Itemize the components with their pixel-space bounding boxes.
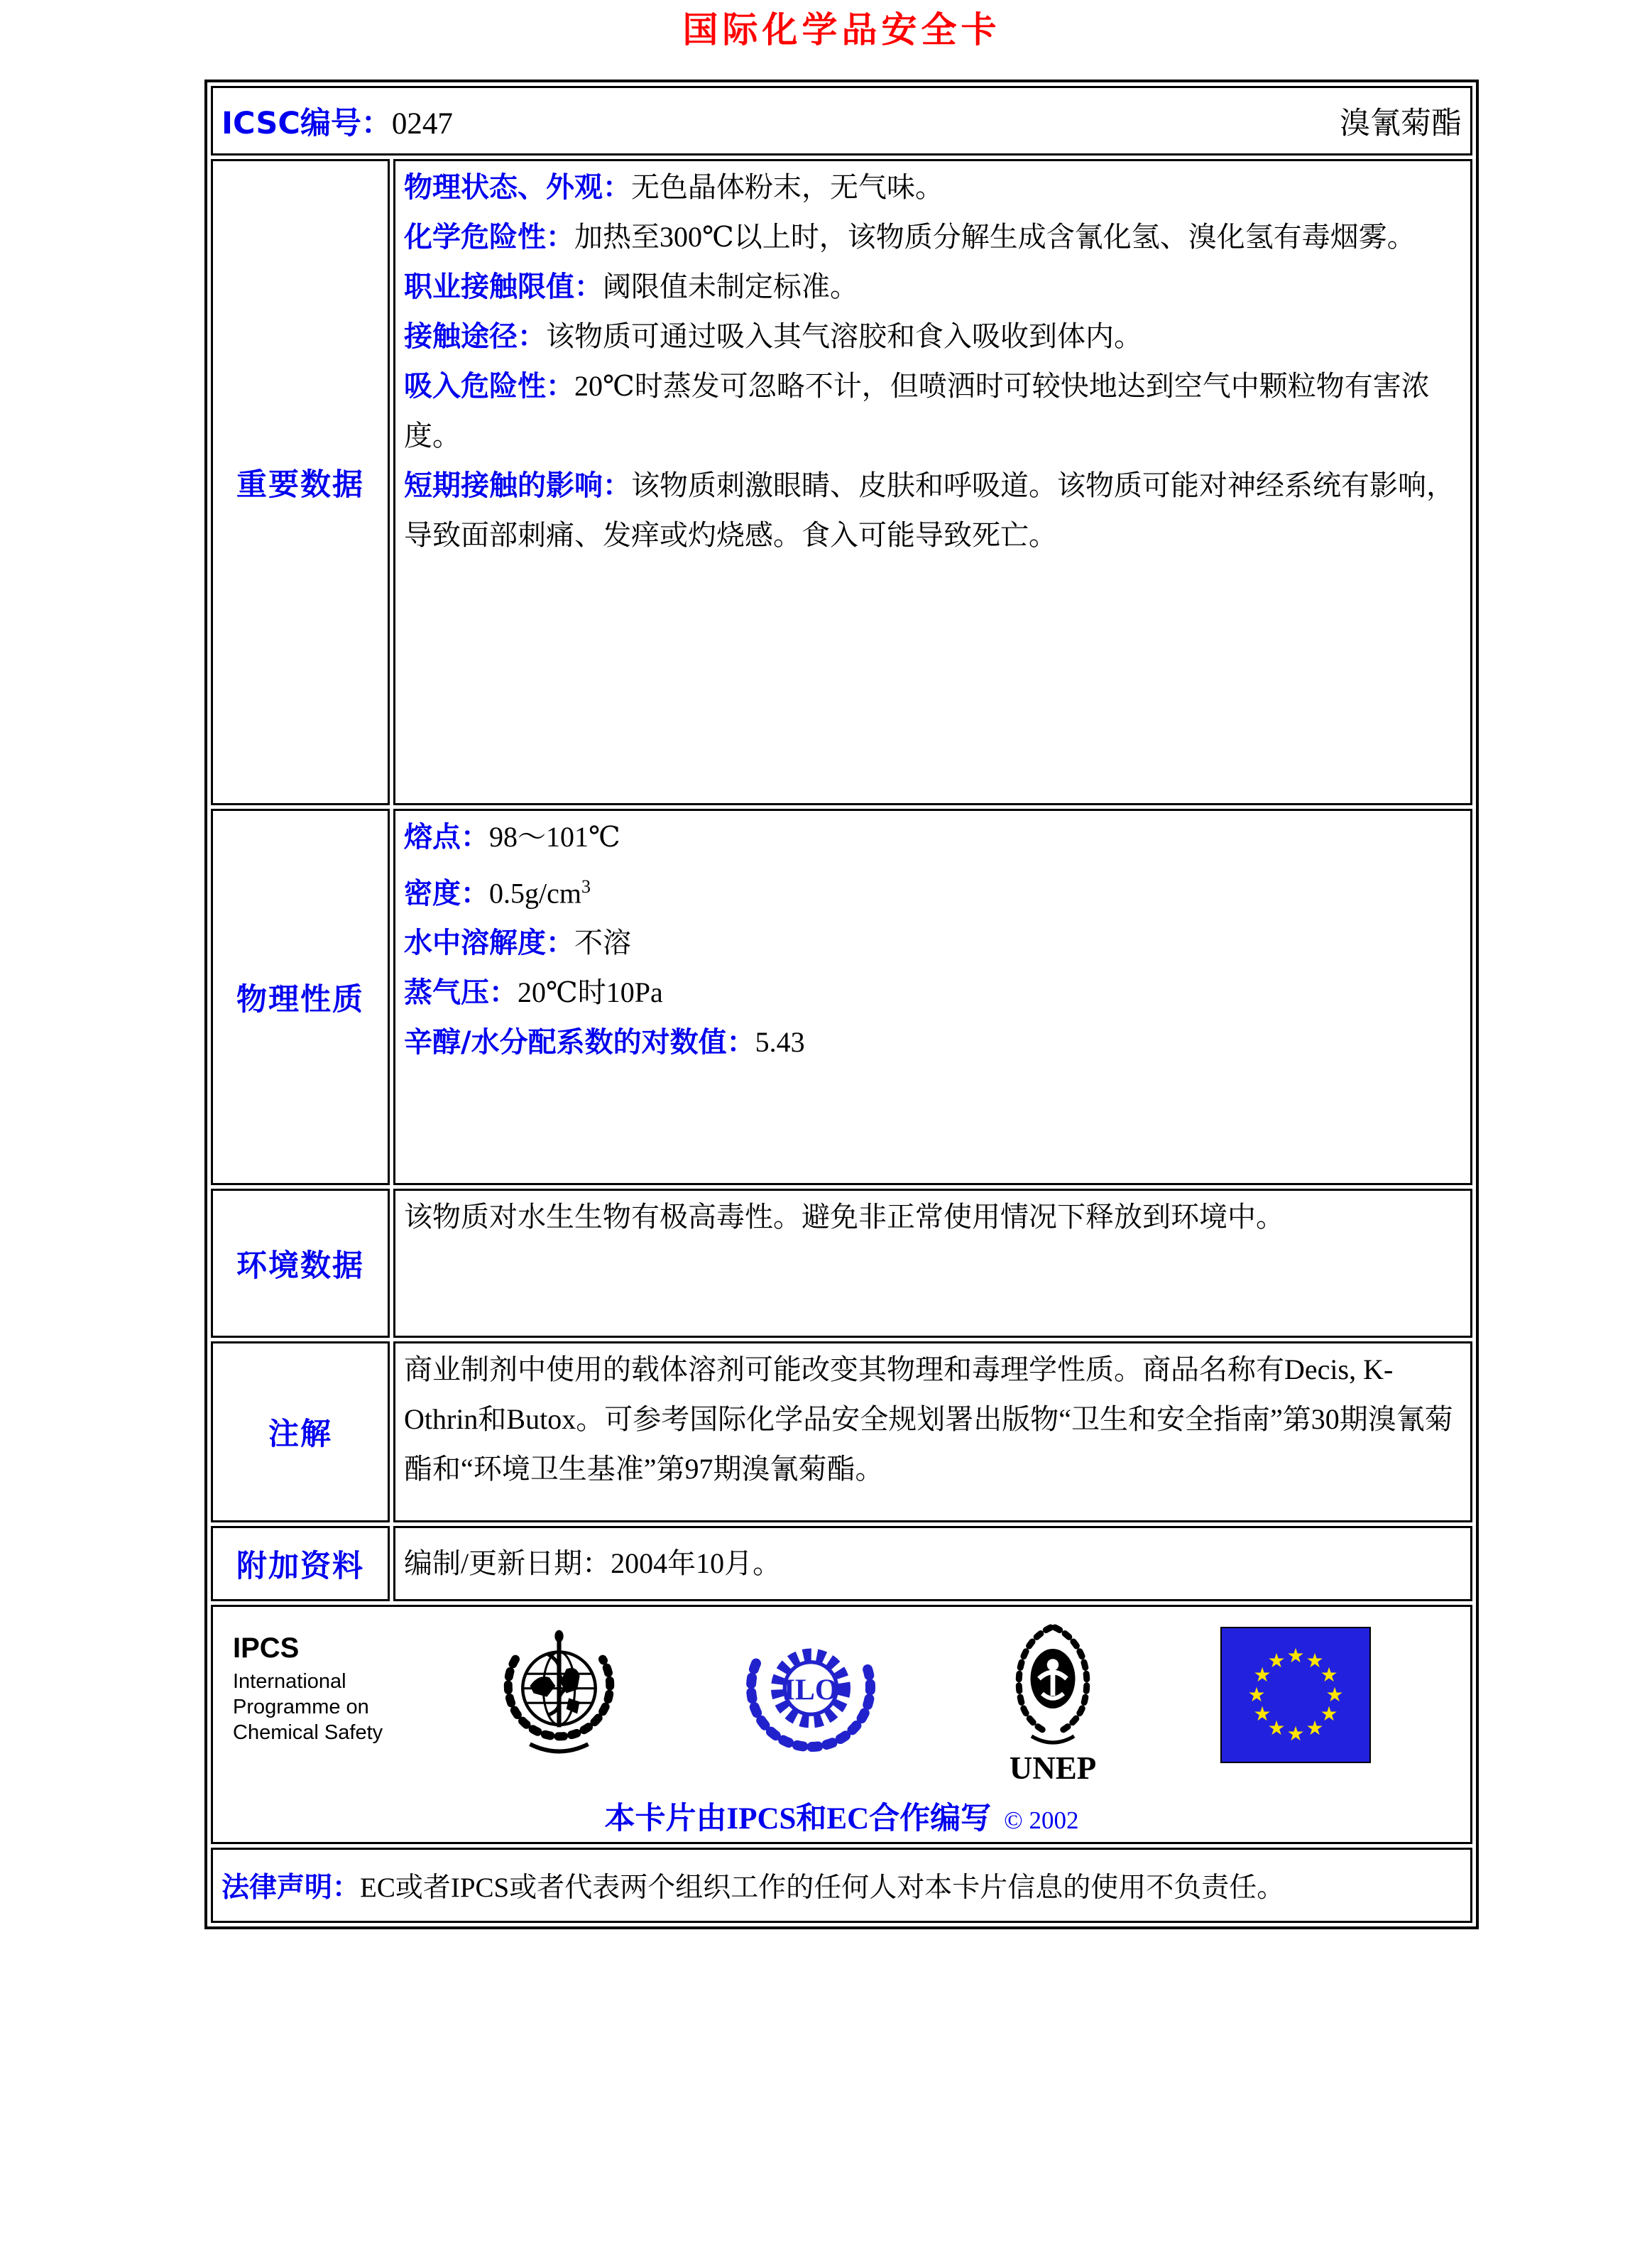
svg-text:★: ★ — [1320, 1703, 1338, 1726]
svg-text:★: ★ — [1325, 1684, 1344, 1706]
legal-notice-label: 法律声明： — [221, 1872, 361, 1904]
notes-row — [211, 1341, 1472, 1522]
logos-cell — [211, 1605, 1472, 1844]
melting-point-item: 熔点：98～101℃ — [404, 821, 620, 854]
water-solubility-item: 水中溶解度：不溶 — [404, 927, 631, 960]
important-data-content — [393, 159, 1472, 805]
logos-row — [211, 1605, 1472, 1844]
ipcs-subtitle-line2: Programme on — [233, 1696, 369, 1718]
copyright-text: © 2002 — [1004, 1806, 1079, 1834]
header-row — [211, 86, 1472, 156]
svg-text:★: ★ — [1306, 1650, 1324, 1672]
occupational-limit-item: 职业接触限值：阈限值未制定标准。 — [404, 271, 858, 303]
exposure-route-item: 接触途径：该物质可通过吸入其气溶胶和食入吸收到体内。 — [404, 320, 1142, 353]
notes-content — [393, 1341, 1472, 1522]
legal-cell — [211, 1848, 1472, 1923]
svg-text:★: ★ — [1306, 1718, 1324, 1740]
svg-text:★: ★ — [1267, 1650, 1286, 1672]
svg-text:★: ★ — [1286, 1723, 1305, 1745]
svg-text:★: ★ — [1267, 1718, 1286, 1740]
svg-text:★: ★ — [1286, 1645, 1305, 1667]
additional-info-row — [211, 1526, 1472, 1601]
unep-logo-icon — [989, 1617, 1117, 1787]
environmental-data-row — [211, 1189, 1472, 1338]
icsc-number — [221, 99, 453, 143]
legal-notice-text: EC或者IPCS或者代表两个组织工作的任何人对本卡片信息的使用不负责任。 — [360, 1872, 1285, 1903]
update-date-item: 编制/更新日期：2004年10月。 — [404, 1547, 782, 1579]
additional-info-label: 附加资料 — [211, 1526, 390, 1601]
credit-line — [220, 1794, 1463, 1838]
svg-text:★: ★ — [1253, 1703, 1271, 1726]
icsc-number-label: ICSC编号： — [221, 105, 392, 141]
density-superscript: 3 — [581, 876, 591, 897]
notes-label: 注解 — [211, 1341, 390, 1522]
page-title: 国际化学品安全卡 — [682, 9, 1001, 50]
ipcs-title: IPCS — [233, 1632, 300, 1664]
ilo-logo-icon — [736, 1617, 885, 1770]
svg-text:★: ★ — [1253, 1664, 1271, 1686]
environmental-data-content — [393, 1189, 1472, 1338]
ipcs-subtitle-line1: International — [233, 1670, 346, 1693]
who-logo-icon — [486, 1617, 632, 1770]
ipcs-text-block — [233, 1632, 383, 1745]
physical-properties-label: 物理性质 — [211, 809, 390, 1185]
density-item: 密度：$0.5g/cm^3$ — [404, 876, 591, 910]
additional-info-content — [393, 1526, 1472, 1601]
legal-notice — [221, 1865, 1462, 1905]
chemical-name: 溴氰菊酯 — [1340, 107, 1462, 141]
header-cell — [211, 86, 1472, 156]
short-term-effects-item: 短期接触的影响：该物质刺激眼睛、皮肤和呼吸道。该物质可能对神经系统有影响，导致面部刺痛、发痒或灼烧感。食入可能导致死亡。 — [404, 469, 1455, 551]
svg-text:★: ★ — [1320, 1664, 1338, 1686]
physical-properties-content — [393, 809, 1472, 1185]
physical-properties-row — [211, 809, 1472, 1185]
unep-logo-text: UNEP — [1009, 1750, 1097, 1786]
svg-text:★: ★ — [1247, 1684, 1266, 1706]
important-data-row — [211, 159, 1472, 805]
environmental-data-label: 环境数据 — [211, 1189, 390, 1338]
legal-row — [211, 1848, 1472, 1923]
credit-text: 本卡片由IPCS和EC合作编写 — [604, 1802, 992, 1836]
vapor-pressure-item: 蒸气压：20℃时10Pa — [404, 976, 663, 1010]
ipcs-subtitle-line3: Chemical Safety — [233, 1721, 383, 1744]
octanol-water-item: 辛醇/水分配系数的对数值：5.43 — [404, 1026, 805, 1059]
notes-text: 商业制剂中使用的载体溶剂可能改变其物理和毒理学性质。商品名称有Decis, K-Othrin和Butox。可参考国际化学品安全规划署出版物“卫生和安全指南”第30期溴氰菊酯和“环境卫生基准”第97期溴氰菊酯。 — [404, 1353, 1453, 1485]
ilo-logo-text: ILO — [783, 1674, 838, 1707]
physical-state-item: 物理状态、外观：无色晶体粉末，无气味。 — [404, 171, 943, 204]
environmental-data-text: 该物质对水生生物有极高毒性。避免非正常使用情况下释放到环境中。 — [404, 1201, 1284, 1233]
chemical-danger-item: 化学危险性：加热至300℃以上时，该物质分解生成含氰化氢、溴化氢有毒烟雾。 — [404, 221, 1416, 254]
icsc-number-value: 0247 — [391, 107, 453, 141]
icsc-card-table — [204, 80, 1479, 1929]
important-data-label: 重要数据 — [211, 159, 390, 805]
eu-flag-icon — [1220, 1627, 1371, 1763]
inhalation-risk-item: 吸入危险性：20℃时蒸发可忽略不计，但喷洒时可较快地达到空气中颗粒物有害浓度。 — [404, 370, 1430, 452]
